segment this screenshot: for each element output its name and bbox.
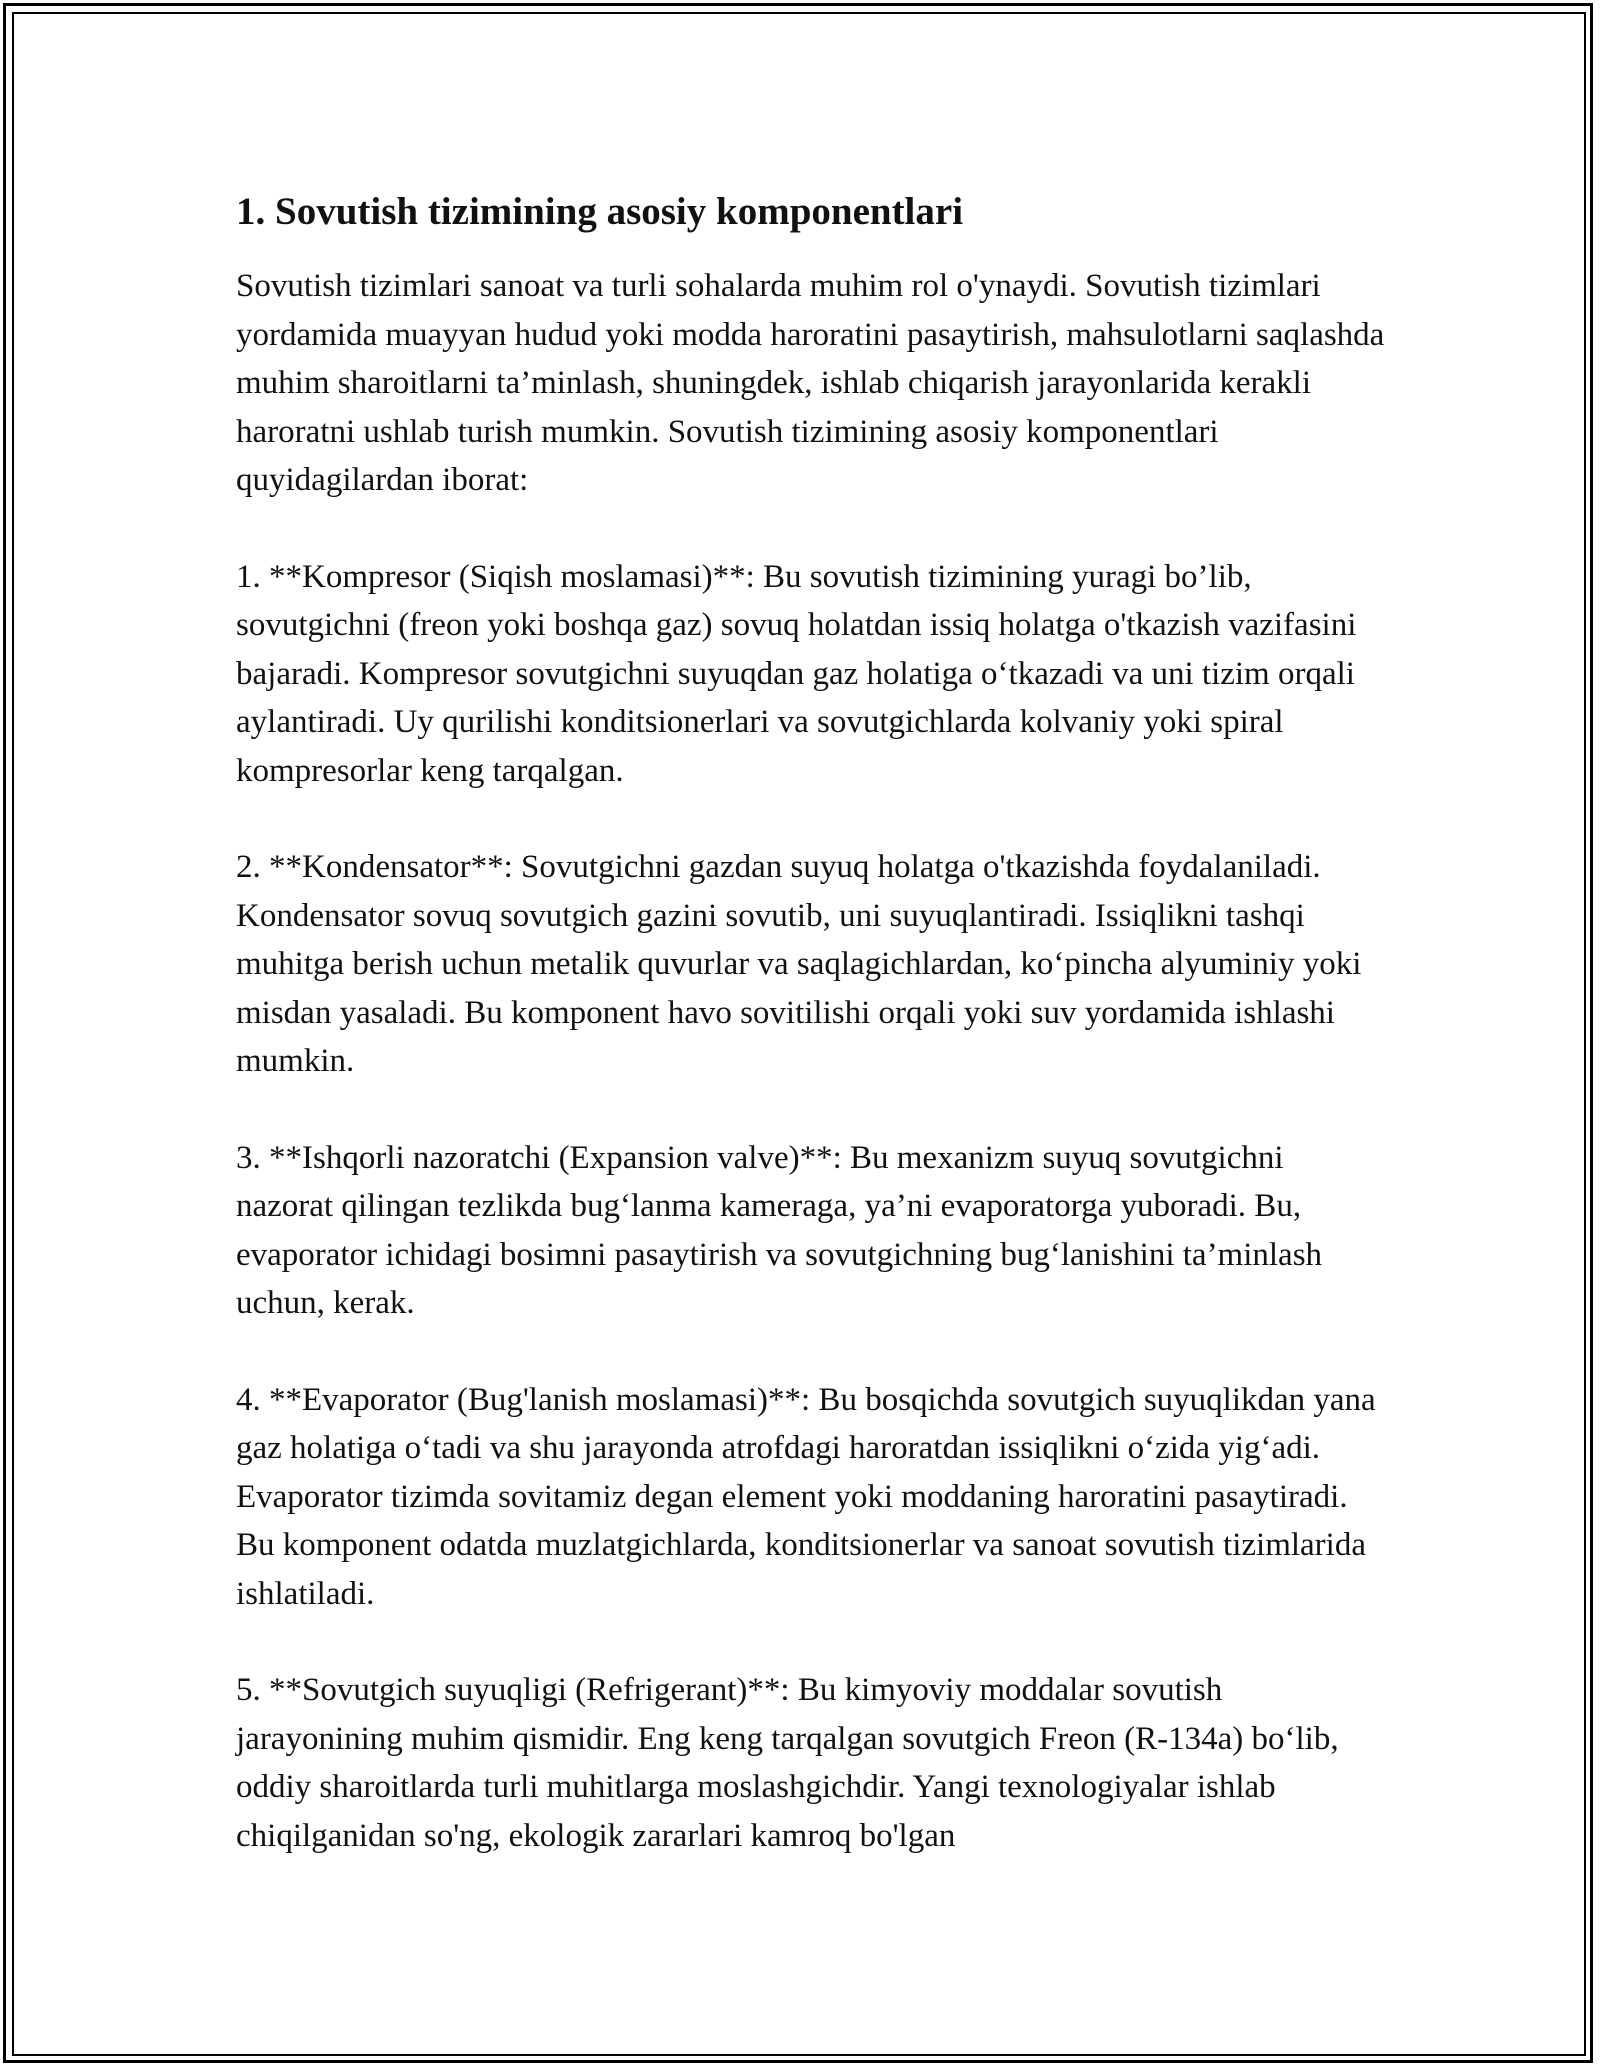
paragraph-compressor: 1. **Kompresor (Siqish moslamasi)**: Bu sovutish tizimining yuragi bo’lib, sovutgichni (freon yoki boshqa gaz) sovuq holatdan issiq holatga o'tkazish vazifasini bajaradi. Kompresor sovutgichni suyuqdan gaz holatiga o‘tkazadi va uni tizim orqali aylantiradi. Uy qurilishi konditsionerlari va sovutgichlarda kolvaniy yoki spiral kompresorlar keng tarqalgan. — [236, 558, 1357, 789]
paragraph-expansion-valve: 3. **Ishqorli nazoratchi (Expansion valve)**: Bu mexanizm suyuq sovutgichni nazorat qilingan tezlikda bug‘lanma kameraga, ya’ni evaporatorga yuboradi. Bu, evaporator ichidagi bosimni pasaytirish va sovutgichning bug‘lanishini ta’minlash uchun, kerak. — [236, 1139, 1323, 1321]
intro-paragraph: Sovutish tizimlari sanoat va turli sohalarda muhim rol o'ynaydi. Sovutish tizimlari yordamida muayyan hudud yoki modda haroratini pasaytirish, mahsulotlarni saqlashda muhim sharoitlarni ta’minlash, shuningdek, ishlab chiqarish jarayonlarida kerakli haroratni ushlab turish mumkin. Sovutish tizimining asosiy komponentlari quyidagilardan iborat: — [236, 268, 1385, 498]
paragraph-refrigerant: 5. **Sovutgich suyuqligi (Refrigerant)**: Bu kimyoviy moddalar sovutish jarayonining muhim qismidir. Eng keng tarqalgan sovutgich Freon (R-134a) bo‘lib, oddiy sharoitlarda turli muhitlarga moslashgichdir. Yangi texnologiyalar ishlab chiqilganidan so'ng, ekologik zararlari kamroq bo'lgan — [236, 1672, 1339, 1854]
paragraph-condenser: 2. **Kondensator**: Sovutgichni gazdan suyuq holatga o'tkazishda foydalaniladi. Kondensator sovuq sovutgich gazini sovutib, uni suyuqlantiradi. Issiqlikni tashqi muhitga berish uchun metalik quvurlar va saqlagichlardan, ko‘pincha alyuminiy yoki misdan yasaladi. Bu komponent havo sovitilishi orqali yoki suv yordamida ishlashi mumkin. — [236, 849, 1362, 1079]
section-heading: 1. Sovutish tizimining asosiy komponentlari — [236, 190, 964, 233]
document-body — [236, 186, 1386, 1860]
paragraph-evaporator: 4. **Evaporator (Bug'lanish moslamasi)**: Bu bosqichda sovutgich suyuqlikdan yana gaz holatiga o‘tadi va shu jarayonda atrofdagi haroratdan issiqlikni o‘zida yig‘adi. Evaporator tizimda sovitamiz degan element yoki moddaning haroratini pasaytiradi. Bu komponent odatda muzlatgichlarda, konditsionerlar va sanoat sovutish tizimlarida ishlatiladi. — [236, 1381, 1376, 1612]
